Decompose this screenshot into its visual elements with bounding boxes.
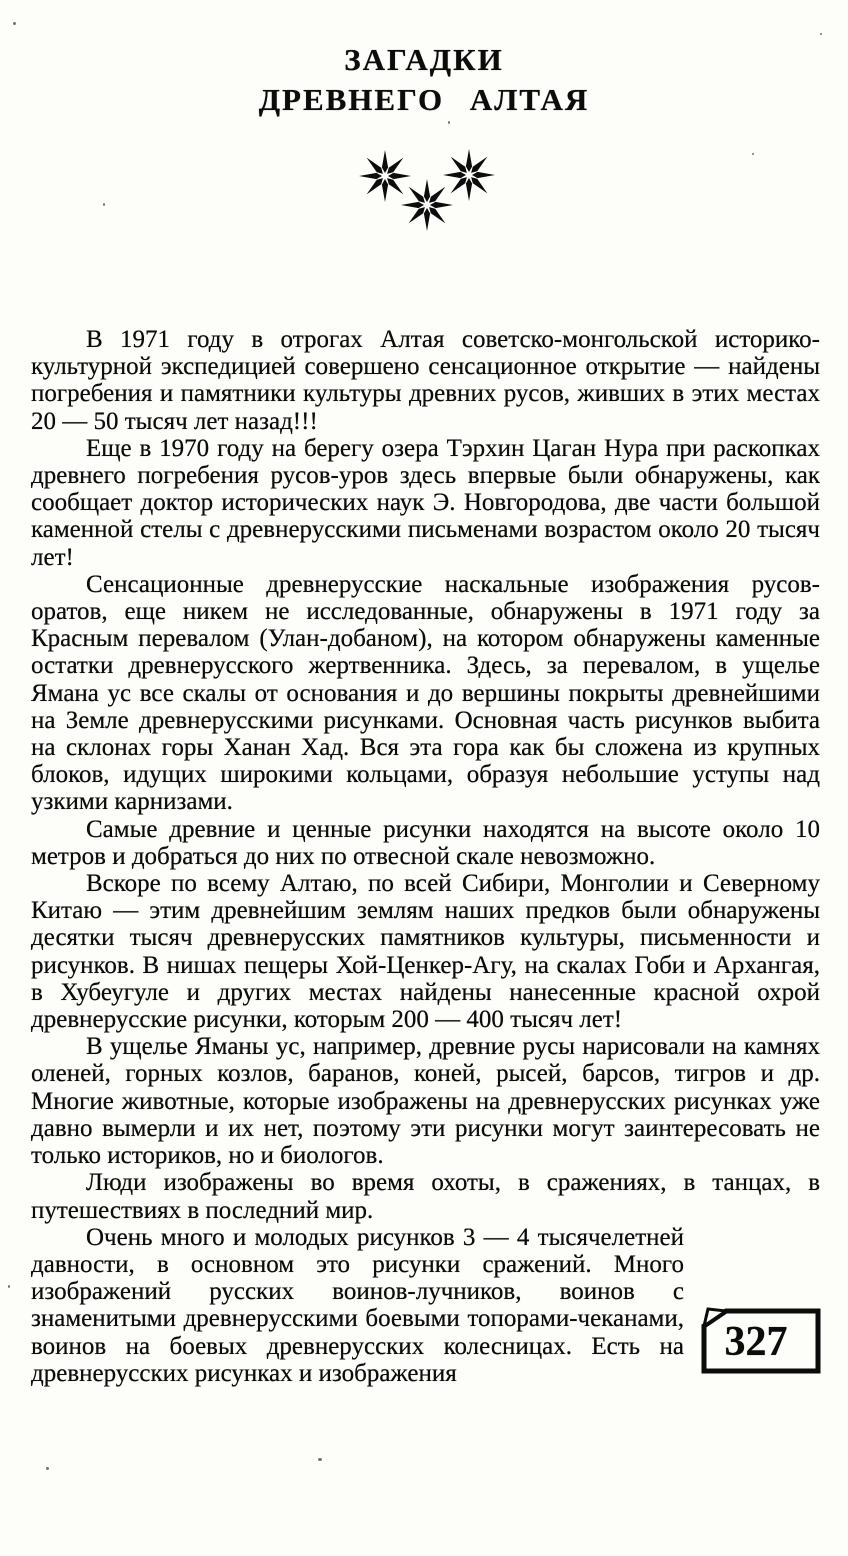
- title-line-1: ЗАГАДКИ: [344, 42, 504, 77]
- three-stars-ornament: [348, 146, 498, 236]
- paragraph: Самые древние и ценные рисунки находятся на высоте около 10 метров и добраться до них по отвесной скале невозможно.: [31, 815, 820, 870]
- page-number: 327: [724, 1318, 788, 1365]
- title-line-2: ДРЕВНЕГО АЛТАЯ: [258, 82, 590, 117]
- body-text: [31, 326, 820, 1387]
- paragraph: Еще в 1970 году на берегу озера Тэрхин Цаган Нура при раскопках древнего погребения русов-уров здесь впервые были обнаружены, как сообщает доктор исторических наук Э. Новгородова, две части большой каменной стелы с древнерусскими письменами возрастом около 20 тысяч лет!: [31, 434, 820, 571]
- scan-speckle: [8, 1285, 10, 1288]
- paragraph: Люди изображены во время охоты, в сражениях, в танцах, в путешествиях в последний мир.: [31, 1169, 820, 1224]
- scan-speckle: [820, 33, 822, 35]
- eight-pointed-star-icon: [348, 146, 498, 236]
- paragraph: В 1971 году в отрогах Алтая советско-монгольской историко-культурной экспедицией совершено сенсационное открытие — найдены погребения и памятники культуры древних русов, живших в этих местах 20 — 50 тысяч лет назад!!!: [31, 326, 820, 435]
- page-title: [0, 40, 848, 120]
- paragraph-text: Очень много и молодых рисунков 3 — 4 тысячелетней давности, в основном это рисунки сражений. Много изображений русских воинов-лучников, воинов с знаменитыми древнерусскими боевыми топорами-чеканами, воинов на боевых древнерусских колесницах. Есть на древнерусских рисунках и изображения: [31, 1223, 684, 1387]
- scan-speckle: [448, 121, 450, 124]
- paragraph: Вскоре по всему Алтаю, по всей Сибири, Монголии и Северному Китаю — этим древнейшим землям наших предков были обнаружены десятки тысяч древнерусских памятников культуры, письменности и рисунков. В нишах пещеры Хой-Ценкер-Агу, на скалах Гоби и Архангая, в Хубеугуле и других местах найдены нанесенные красной охрой древнерусские рисунки, которым 200 — 400 тысяч лет!: [31, 870, 820, 1034]
- scan-speckle: [752, 153, 754, 155]
- scan-speckle: [46, 1467, 49, 1470]
- paragraph: Сенсационные древнерусские наскальные изображения русов-оратов, еще никем не исследованные, обнаружены в 1971 году за Красным перевалом (Улан-добаном), на котором обнаружены каменные остатки древнерусского жертвенника. Здесь, за перевалом, в ущелье Ямана ус все скалы от основания и до вершины покрыты древнейшими на Земле древнерусскими рисунками. Основная часть рисунков выбита на склонах горы Ханан Хад. Вся эта гора как бы сложена из крупных блоков, идущих широкими кольцами, образуя небольшие уступы над узкими карнизами.: [31, 570, 820, 816]
- scan-speckle: [318, 1458, 322, 1461]
- paragraph: [31, 1224, 820, 1387]
- scan-speckle: [103, 203, 105, 206]
- scan-speckle: [13, 22, 16, 25]
- paragraph: В ущелье Яманы ус, например, древние русы нарисовали на камнях оленей, горных козлов, баранов, коней, рысей, барсов, тигров и др. Многие животные, которые изображены на древнерусских рисунках уже давно вымерли и их нет, поэтому эти рисунки могут заинтересовать не только историков, но и биологов.: [31, 1033, 820, 1170]
- page-number-box: [700, 1306, 822, 1376]
